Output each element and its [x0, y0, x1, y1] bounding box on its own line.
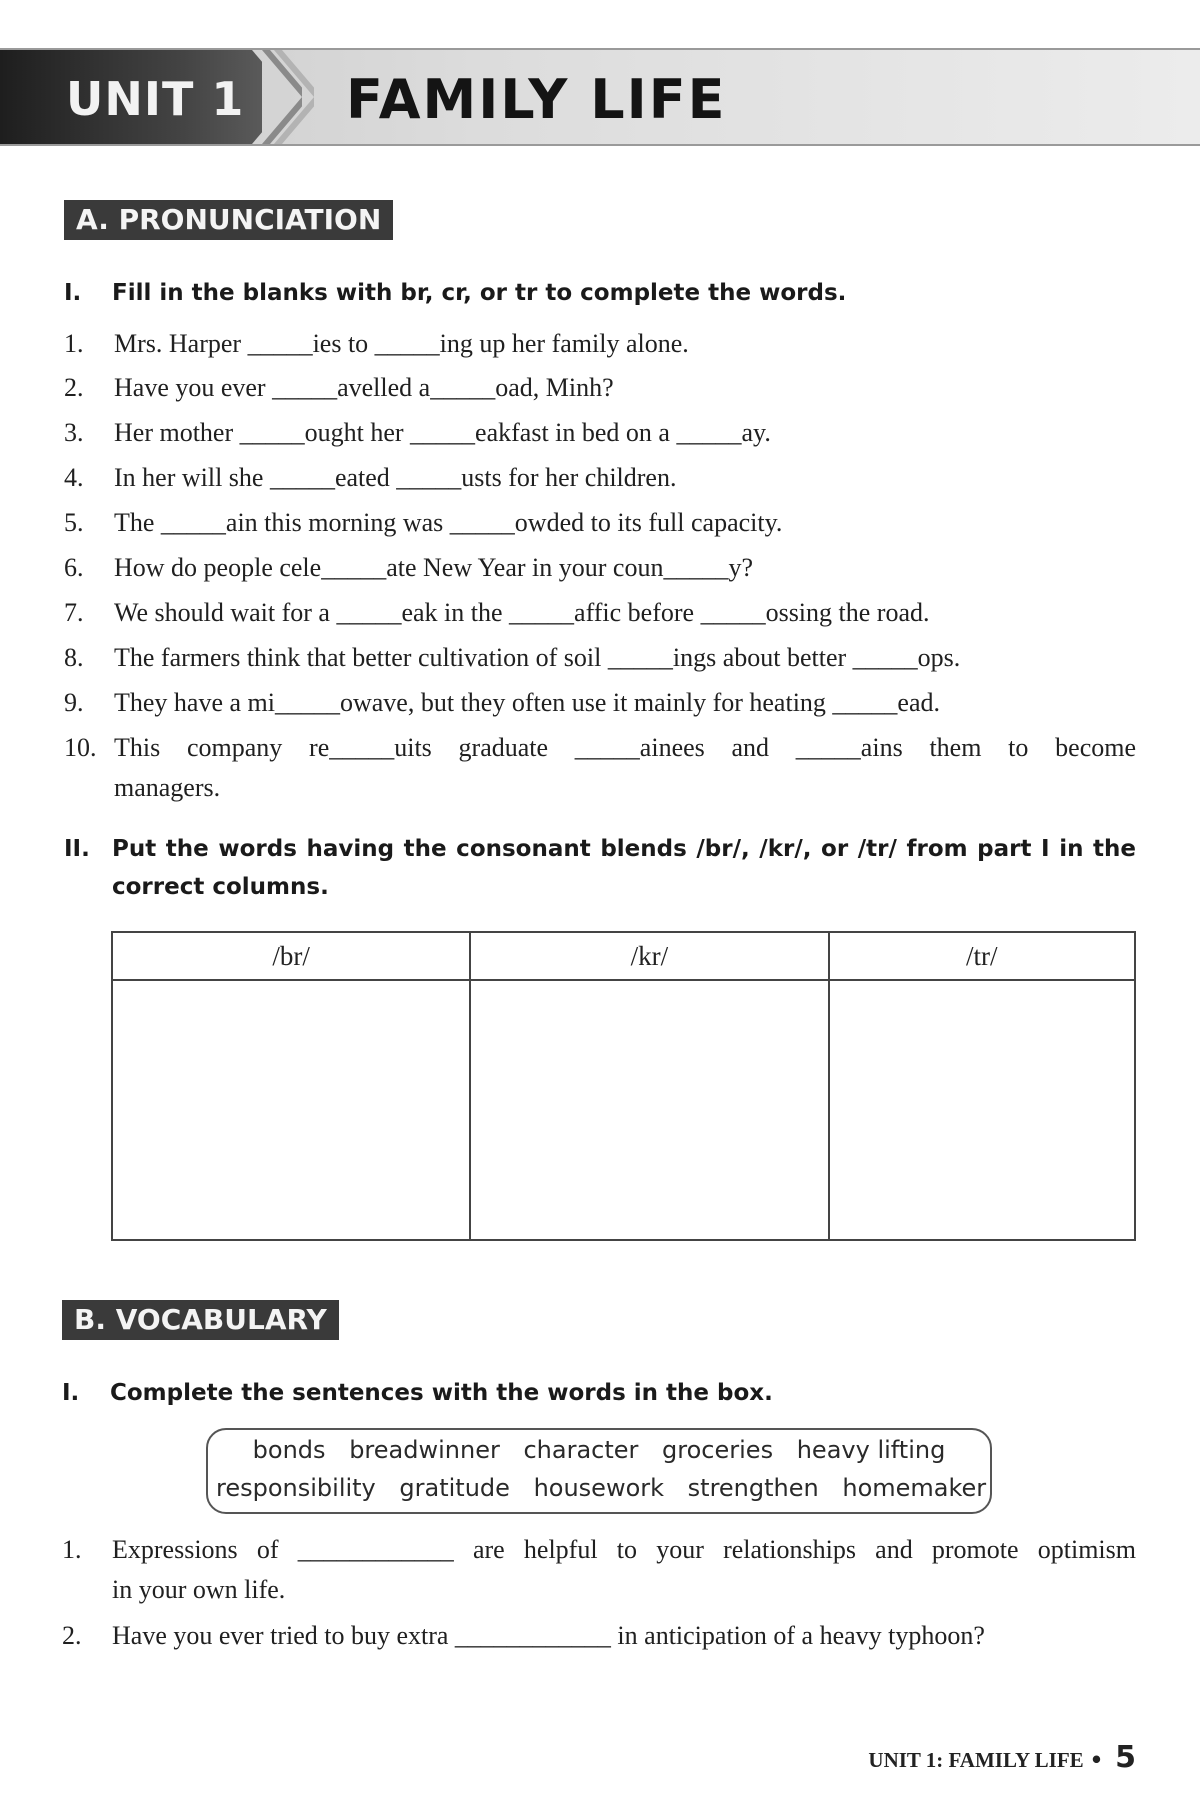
word-box-word: housework — [533, 1474, 665, 1502]
exercise-number: I. — [62, 1380, 80, 1406]
word-box-row — [208, 1474, 990, 1502]
exercise-instruction-text: Complete the sentences with the words in the box. — [110, 1380, 773, 1406]
answer-cell-tr[interactable] — [829, 980, 1135, 1240]
answer-cell-br[interactable] — [112, 980, 470, 1240]
footer-label: UNIT 1: FAMILY LIFE — [868, 1748, 1084, 1772]
word-box-word: homemaker — [842, 1474, 987, 1502]
unit-title: FAMILY LIFE — [346, 68, 727, 131]
column-header-tr: /tr/ — [829, 932, 1135, 980]
exercise-number: I. — [64, 280, 82, 306]
word-box — [206, 1428, 992, 1514]
exercise-instruction — [64, 836, 1136, 906]
word-box-row — [208, 1436, 990, 1464]
column-header-br: /br/ — [112, 932, 470, 980]
bullet-icon: • — [1089, 1748, 1104, 1772]
page-footer — [868, 1740, 1136, 1775]
section-heading-vocabulary: B. VOCABULARY — [62, 1300, 339, 1340]
chevron-icon — [262, 50, 302, 144]
word-box-word: bonds — [252, 1436, 326, 1464]
word-box-word: breadwinner — [349, 1436, 500, 1464]
exercise-instruction — [64, 280, 1136, 310]
word-box-word: responsibility — [216, 1474, 376, 1502]
consonant-blends-table — [111, 931, 1136, 1241]
exercise-instruction — [62, 1380, 1136, 1410]
exercise-instruction-text: correct columns. — [112, 874, 329, 900]
unit-banner — [0, 48, 1200, 146]
answer-cell-kr[interactable] — [470, 980, 828, 1240]
unit-label: UNIT 1 — [66, 72, 245, 126]
column-header-kr: /kr/ — [470, 932, 828, 980]
exercise-instruction-text: Fill in the blanks with br, cr, or tr to complete the words. — [112, 280, 847, 306]
exercise-number: II. — [64, 836, 90, 862]
page-number: 5 — [1115, 1740, 1136, 1775]
exercise-instruction-text: Put the words having the consonant blends /br/, /kr/, or /tr/ from part I in the — [112, 836, 1136, 862]
word-box-word: groceries — [662, 1436, 774, 1464]
word-box-word: strengthen — [687, 1474, 819, 1502]
word-box-word: gratitude — [399, 1474, 510, 1502]
word-box-word: heavy lifting — [796, 1436, 946, 1464]
section-heading-pronunciation: A. PRONUNCIATION — [64, 200, 393, 240]
word-box-word: character — [523, 1436, 639, 1464]
